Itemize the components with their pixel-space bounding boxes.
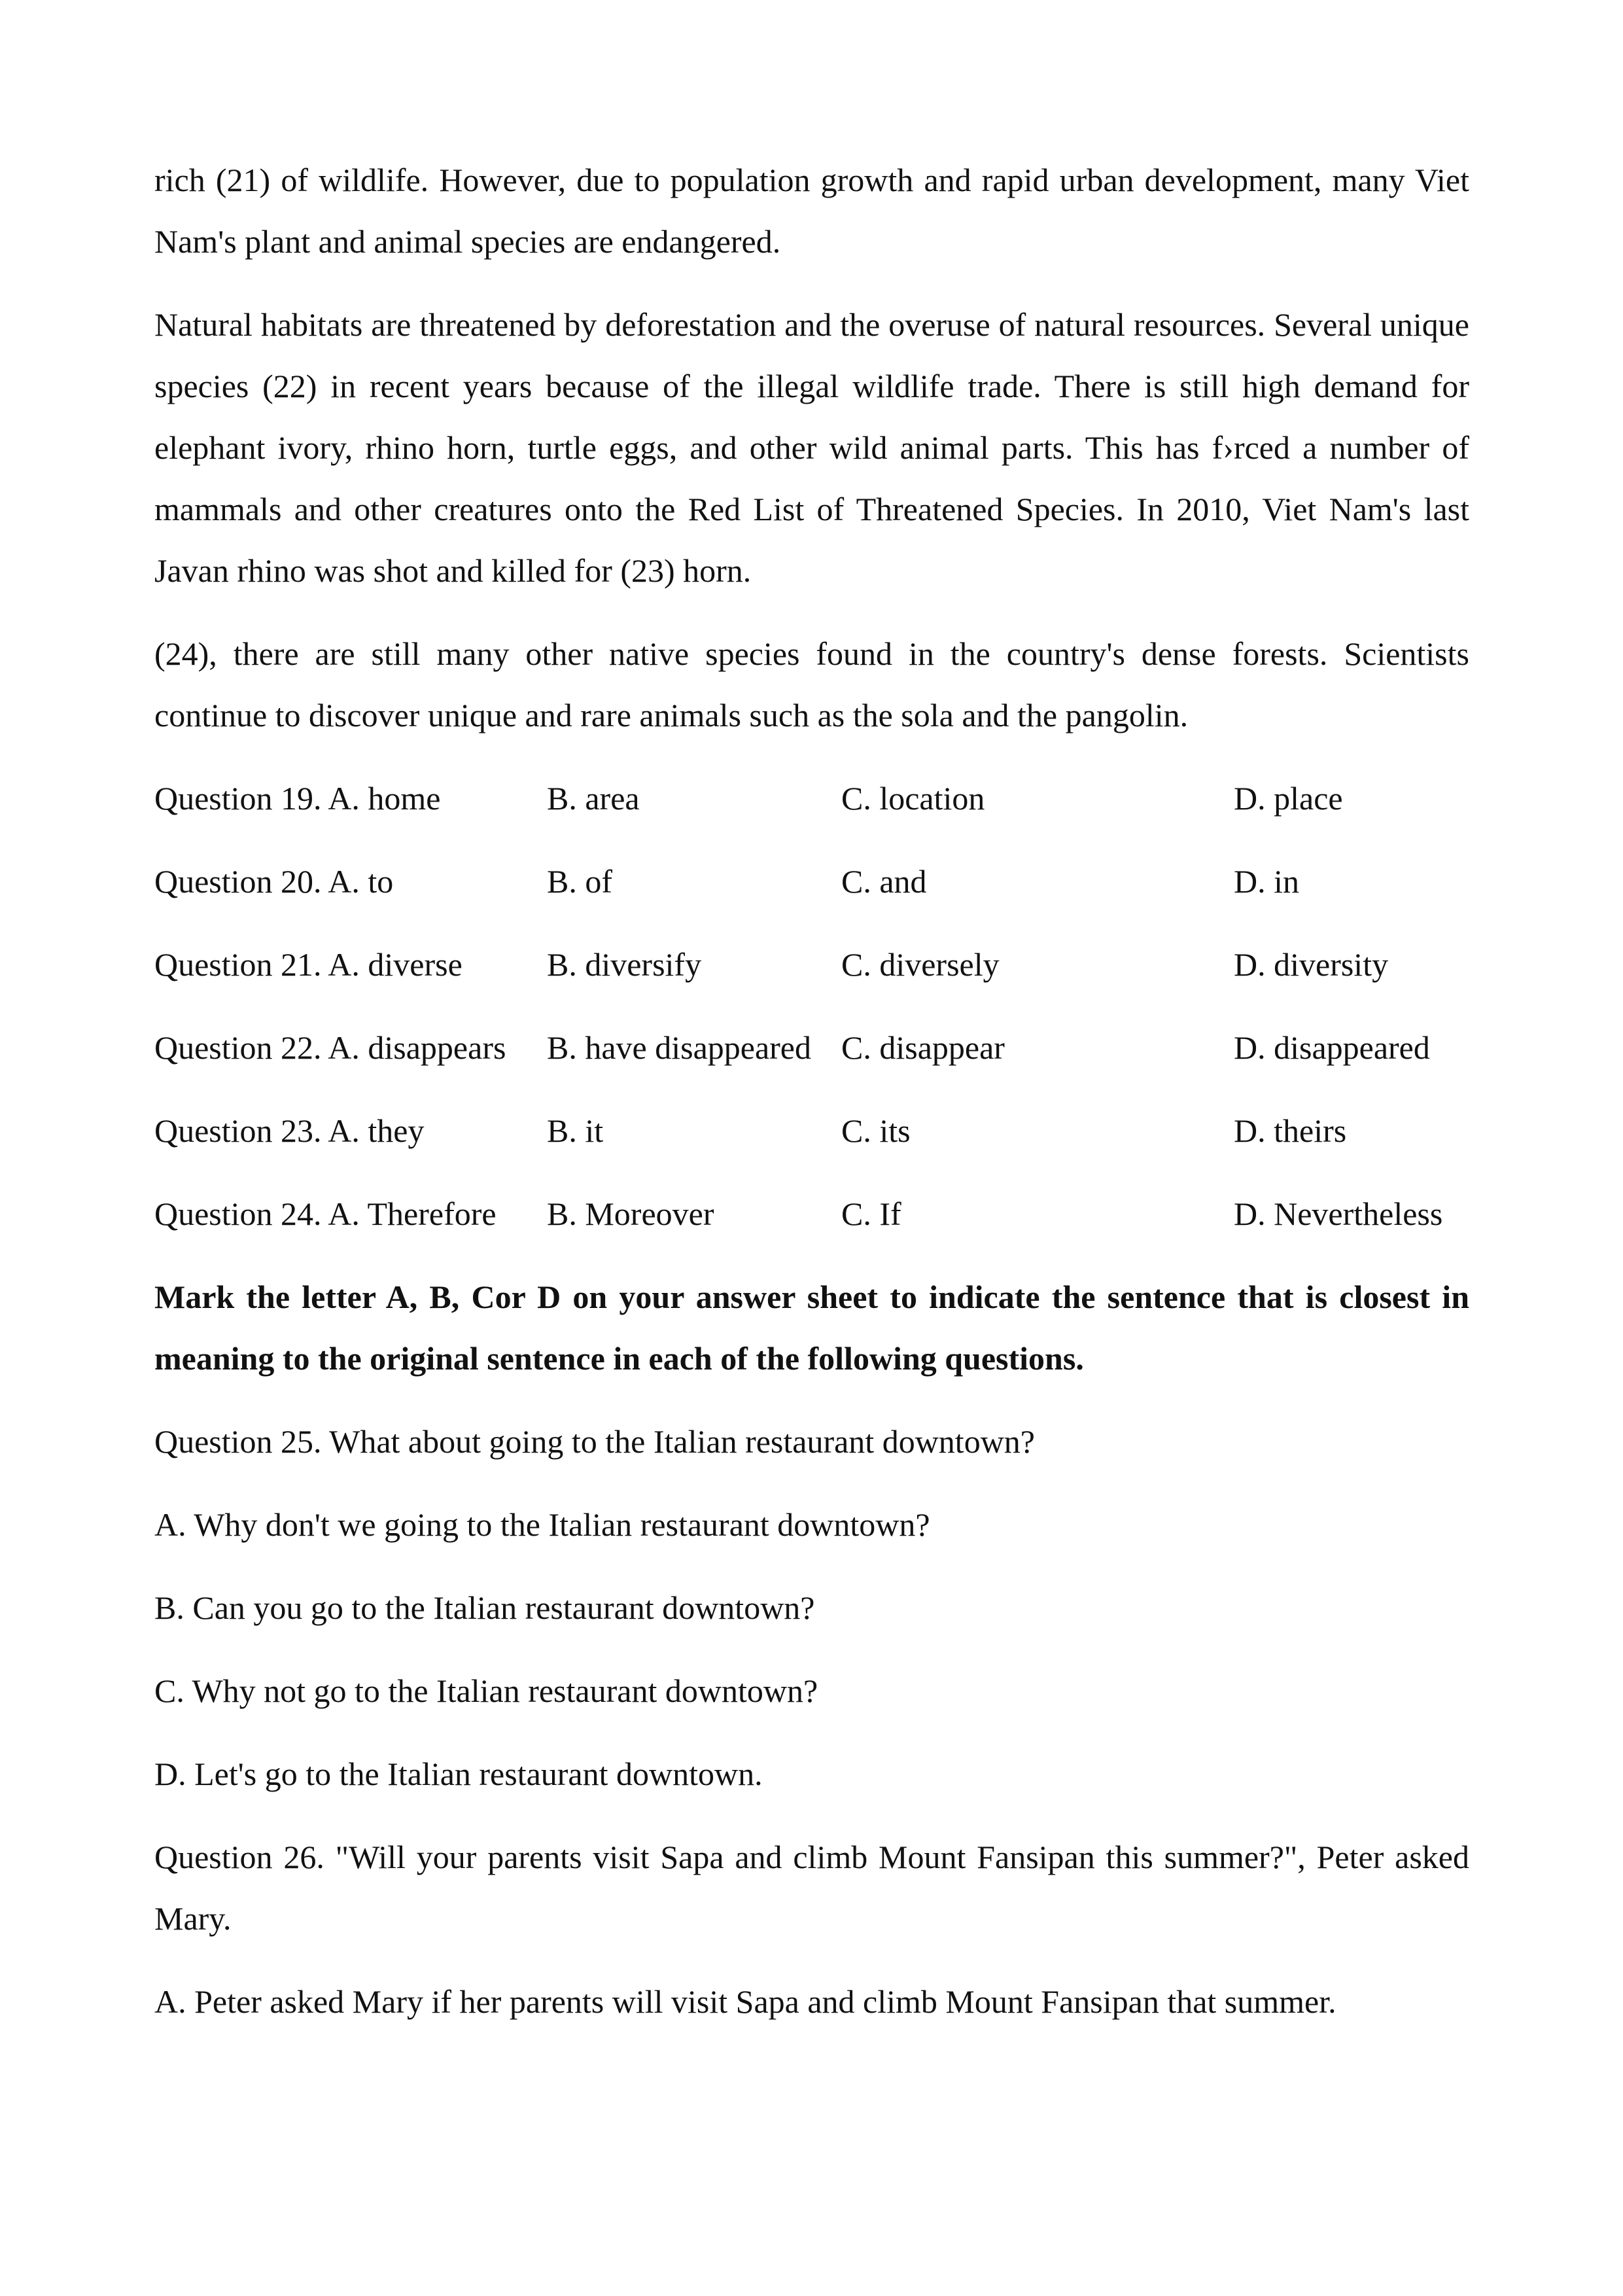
question-26-option-a: A. Peter asked Mary if her parents will visit Sapa and climb Mount Fansipan that summer. [154, 1983, 1336, 2020]
question-22-option-a: Question 22. A. disappears [154, 1029, 506, 1066]
question-20-option-c: C. and [841, 863, 927, 900]
question-21-option-d: D. diversity [1234, 946, 1389, 983]
question-25-option-b: B. Can you go to the Italian restaurant downtown? [154, 1589, 815, 1626]
question-21-option-b: B. diversify [547, 946, 702, 983]
question-24-option-c: C. If [841, 1195, 901, 1232]
question-19-option-c: C. location [841, 780, 985, 817]
passage-paragraph-2: Natural habitats are threatened by deforestation and the overuse of natural resources. Several unique species (22) in recent years because of the illegal wildlife trade. There is still high demand for elephant ivory, rhino horn, turtle eggs, and other wild animal parts. This has f›rced a number of mammals and other creatures onto the Red List of Threatened Species. In 2010, Viet Nam's last Javan rhino was shot and killed for (23) horn. [154, 306, 1469, 589]
question-19-option-b: B. area [547, 780, 640, 817]
document-page [154, 149, 1469, 2054]
question-19-option-a: Question 19. A. home [154, 780, 441, 817]
question-20-option-b: B. of [547, 863, 612, 900]
question-25-option-d: D. Let's go to the Italian restaurant downtown. [154, 1756, 763, 1792]
question-22-option-d: D. disappeared [1234, 1029, 1430, 1066]
question-25-option-a: A. Why don't we going to the Italian restaurant downtown? [154, 1506, 930, 1543]
question-22-option-c: C. disappear [841, 1029, 1005, 1066]
question-25-option-c: C. Why not go to the Italian restaurant downtown? [154, 1672, 818, 1709]
question-21-option-c: C. diversely [841, 946, 1000, 983]
question-21-options [154, 934, 1469, 995]
question-20-options [154, 851, 1469, 912]
question-23-options [154, 1100, 1469, 1161]
question-24-option-a: Question 24. A. Therefore [154, 1195, 497, 1232]
question-23-option-d: D. theirs [1234, 1112, 1347, 1149]
question-21-option-a: Question 21. A. diverse [154, 946, 462, 983]
question-23-option-c: C. its [841, 1112, 911, 1149]
question-19-options [154, 768, 1469, 829]
question-23-option-b: B. it [547, 1112, 604, 1149]
question-22-options [154, 1017, 1469, 1078]
question-22-option-b: B. have disappeared [547, 1029, 812, 1066]
question-24-option-d: D. Nevertheless [1234, 1195, 1443, 1232]
question-24-option-b: B. Moreover [547, 1195, 714, 1232]
question-26-stem: Question 26. "Will your parents visit Sapa and climb Mount Fansipan this summer?", Peter asked Mary. [154, 1839, 1469, 1937]
question-19-option-d: D. place [1234, 780, 1343, 817]
question-20-option-a: Question 20. A. to [154, 863, 394, 900]
section-instruction: Mark the letter A, B, Cor D on your answer sheet to indicate the sentence that is closest in meaning to the original sentence in each of the following questions. [154, 1279, 1469, 1377]
question-23-option-a: Question 23. A. they [154, 1112, 425, 1149]
passage-paragraph-1: rich (21) of wildlife. However, due to population growth and rapid urban development, many Viet Nam's plant and animal species are endangered. [154, 162, 1469, 260]
question-24-options [154, 1183, 1469, 1245]
question-25-stem: Question 25. What about going to the Italian restaurant downtown? [154, 1423, 1035, 1460]
question-20-option-d: D. in [1234, 863, 1299, 900]
passage-paragraph-3: (24), there are still many other native species found in the country's dense forests. Scientists continue to discover unique and rare animals such as the sola and the pangolin. [154, 635, 1469, 733]
